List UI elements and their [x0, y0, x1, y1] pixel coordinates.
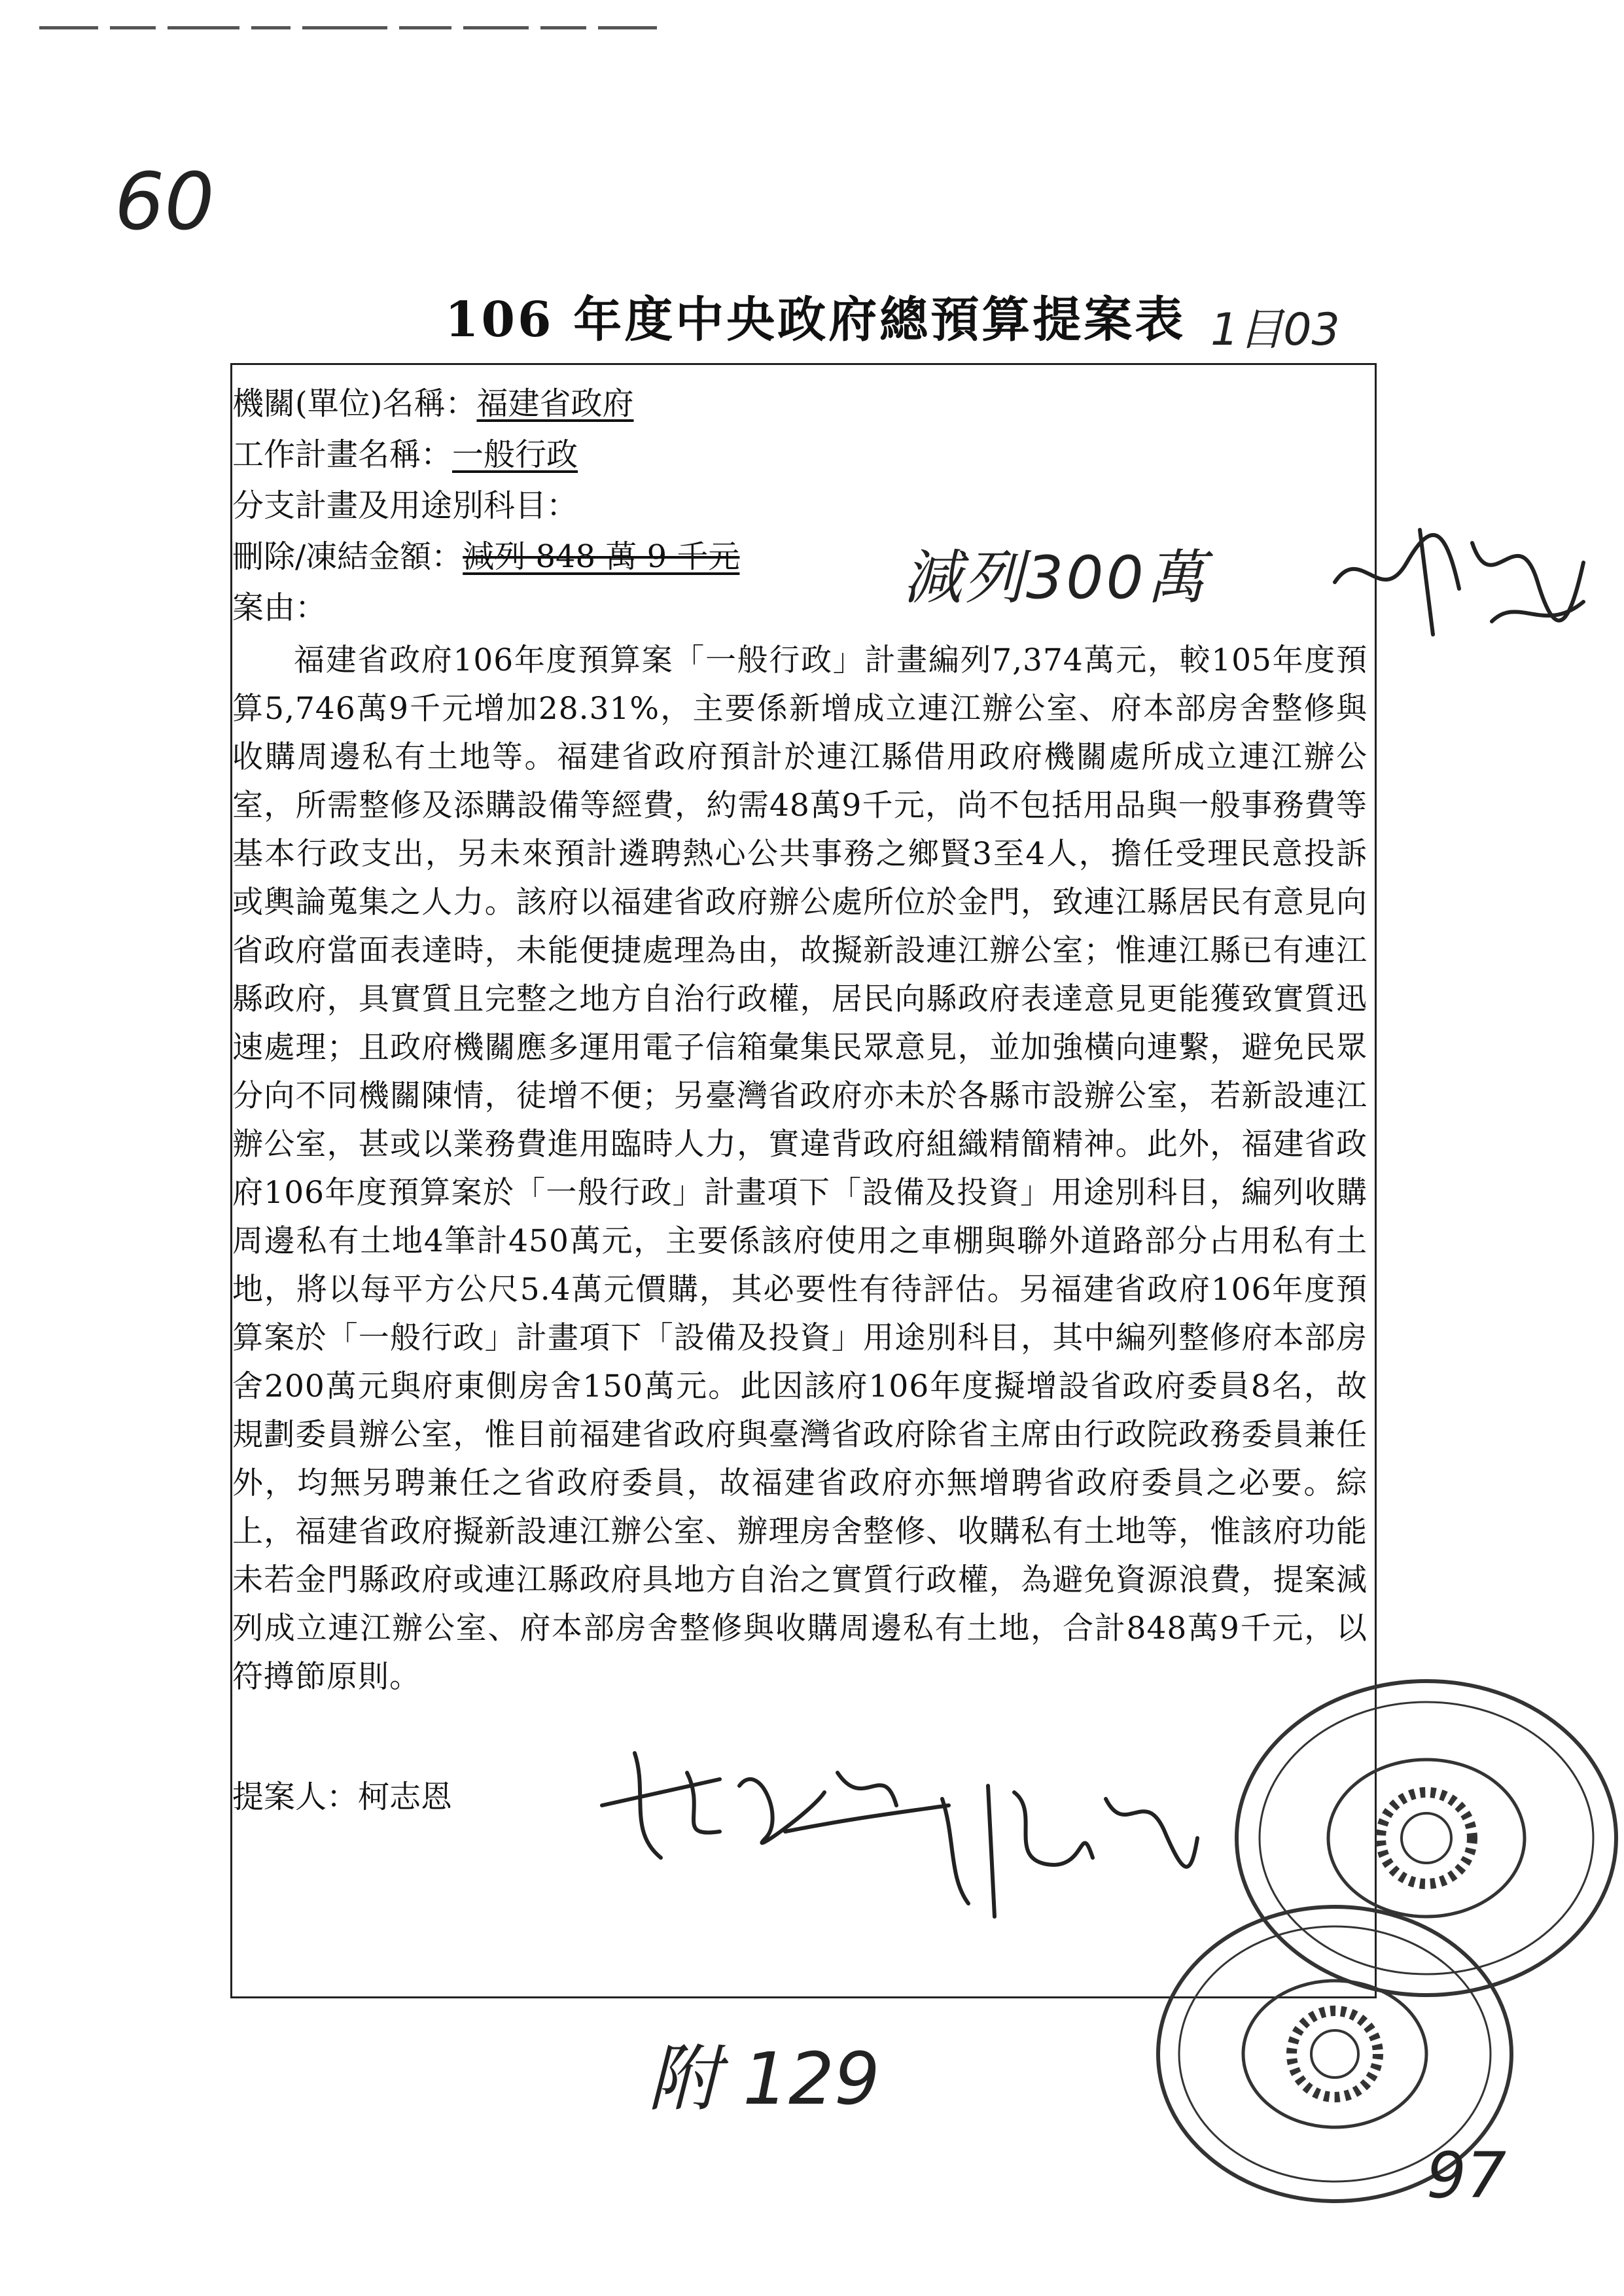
- amount-value: 減列 848 萬 9 千元: [463, 538, 740, 575]
- agency-value: 福建省政府: [476, 385, 634, 422]
- sub-plan-field: [232, 480, 578, 525]
- reason-body: 福建省政府106年度預算案「一般行政」計畫編列7,374萬元，較105年度預算5,746萬9千元增加28.31%，主要係新增成立連江辦公室、府本部房舍整修與收購周邊私有土地等。福建省政府預計於連江縣借用政府機關處所成立連江辦公室，所需整修及添購設備等經費，約需48萬9千元，尚不包括用品與一般事務費等基本行政支出，另未來預計遴聘熱心公共事務之鄉賢3至4人，擔任受理民意投訴或輿論蒐集之人力。該府以福建省政府辦公處所位於金門，致連江縣居民有意見向省政府當面表達時，未能便捷處理為由，故擬新設連江辦公室；惟連江縣已有連江縣政府，具實質且完整之地方自治行政權，居民向縣政府表達意見更能獲致實質迅速處理；且政府機關應多運用電子信箱彙集民眾意見，並加強橫向連繫，避免民眾分向不同機關陳情，徒增不便；另臺灣省政府亦未於各縣市設辦公室，若新設連江辦公室，甚或以業務費進用臨時人力，實違背政府組織精簡精神。此外，福建省政府106年度預算案於「一般行政」計畫項下「設備及投資」用途別科目，編列收購周邊私有土地4筆計450萬元，主要係該府使用之車棚與聯外道路部分占用私有土地，將以每平方公尺5.4萬元價購，其必要性有待評估。另福建省政府106年度預算案於「一般行政」計畫項下「設備及投資」用途別科目，其中編列整修府本部房舍200萬元與府東側房舍150萬元。此因該府106年度擬增設省政府委員8名，故規劃委員辦公室，惟目前福建省政府與臺灣省政府除省主席由行政院政務委員兼任外，均無另聘兼任之省政府委員，故福建省政府亦無增聘省政府委員之必要。綜上，福建省政府擬新設連江辦公室、辦理房舍整修、收購私有土地等，惟該府功能未若金門縣政府或連江縣政府具地方自治之實質行政權，為避免資源浪費，提案減列成立連江辦公室、府本部房舍整修與收購周邊私有土地，合計848萬9千元，以符撙節原則。: [232, 642, 1368, 1695]
- plan-label: 工作計畫名稱：: [232, 436, 453, 473]
- handwritten-reduction-note: 減列300萬: [903, 544, 1208, 612]
- signature-proposer: [589, 1733, 955, 1864]
- amount-label: 刪除/凍結金額：: [232, 538, 463, 575]
- handwritten-code: 1目03: [1210, 304, 1340, 356]
- signature-top: [1322, 504, 1597, 654]
- page-title: 106 年度中央政府總預算提案表: [445, 292, 1186, 348]
- agency-label: 機關(單位)名稱：: [232, 385, 477, 422]
- handwritten-page-number: 60: [115, 157, 215, 248]
- handwritten-attachment-number: 附 129: [648, 2037, 880, 2121]
- proposer-field: [232, 1771, 452, 1817]
- plan-field: [232, 429, 578, 474]
- agency-field: [232, 378, 633, 423]
- proposer-label: 提案人：: [232, 1779, 359, 1815]
- proposer-name: 柯志恩: [358, 1779, 453, 1815]
- sub-plan-label: 分支計畫及用途別科目：: [232, 487, 578, 524]
- reason-label: 案由：: [232, 589, 327, 626]
- amount-field: [232, 531, 739, 576]
- scan-top-marks: [39, 26, 1021, 31]
- plan-value: 一般行政: [452, 436, 578, 473]
- handwritten-bottom-number: 97: [1426, 2139, 1507, 2212]
